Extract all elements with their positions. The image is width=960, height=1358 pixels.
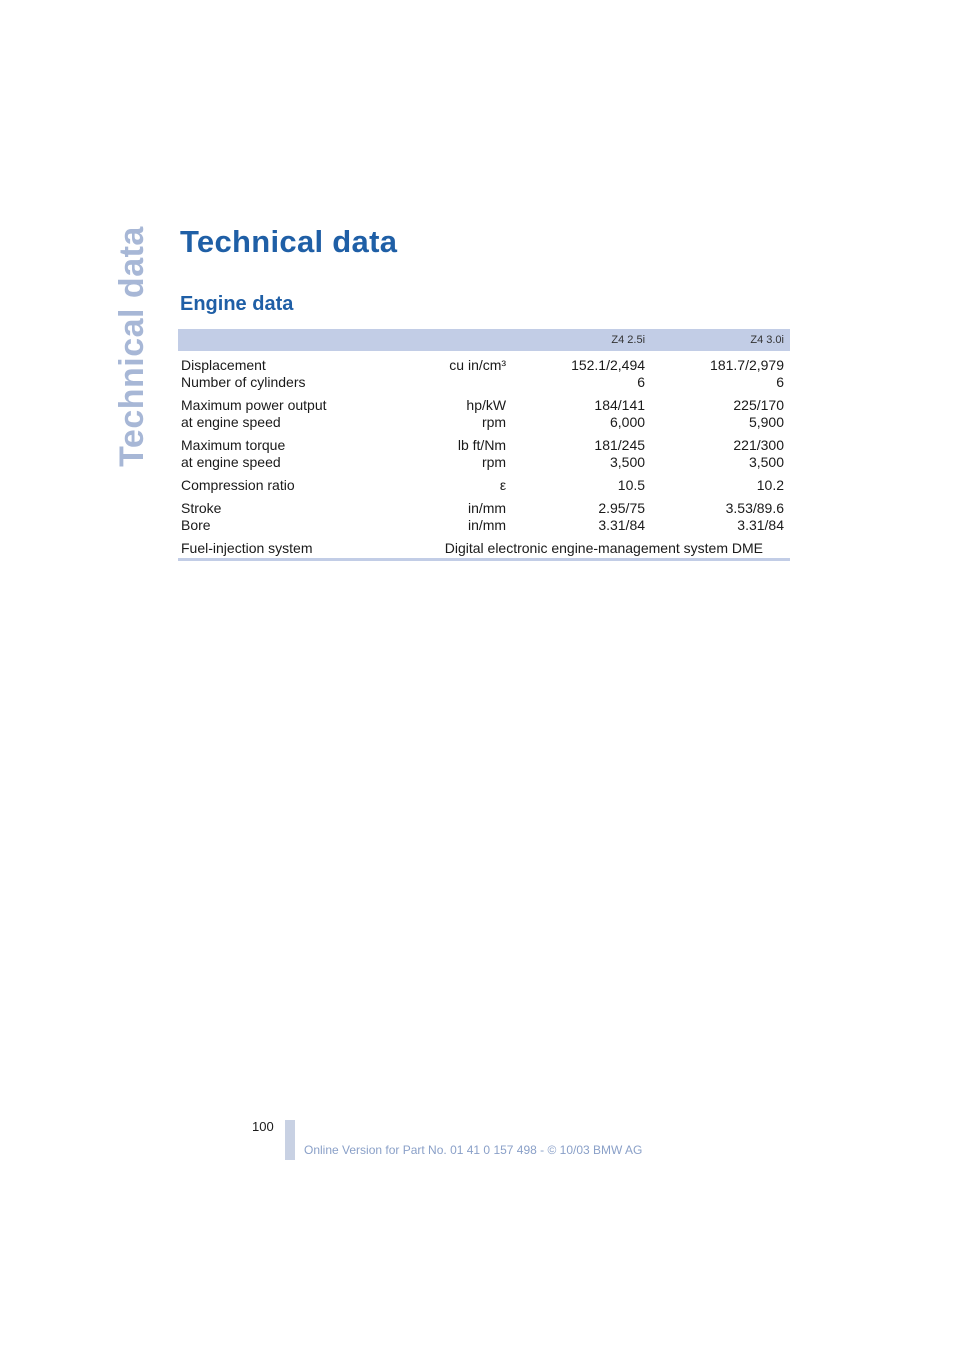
row-label: at engine speed bbox=[181, 414, 281, 430]
table-header-row bbox=[178, 329, 790, 351]
page-number: 100 bbox=[252, 1119, 274, 1134]
row-unit: hp/kW bbox=[466, 397, 507, 413]
row-unit: cu in/cm³ bbox=[449, 357, 507, 373]
header-cell bbox=[414, 329, 512, 351]
row-label: Fuel-injection system bbox=[181, 540, 313, 556]
row-value-z4-25i: 2.95/75 bbox=[598, 500, 646, 516]
row-value-z4-30i: 5,900 bbox=[748, 414, 784, 430]
row-label: Number of cylinders bbox=[181, 374, 306, 390]
table-row bbox=[178, 414, 790, 431]
row-value-z4-30i: 181.7/2,979 bbox=[710, 357, 784, 373]
row-unit: in/mm bbox=[467, 517, 507, 533]
header-cell: Z4 3.0i bbox=[651, 329, 790, 351]
row-value-z4-25i: 181/245 bbox=[594, 437, 646, 453]
table-row bbox=[178, 351, 790, 374]
table-row bbox=[178, 431, 790, 454]
row-unit: ε bbox=[499, 477, 507, 493]
row-value-z4-25i: 3.31/84 bbox=[598, 517, 646, 533]
row-value-z4-30i: 221/300 bbox=[733, 437, 784, 453]
row-unit: rpm bbox=[481, 454, 507, 470]
page-title: Technical data bbox=[180, 224, 398, 259]
row-label: Maximum power output bbox=[181, 397, 327, 413]
row-label: Displacement bbox=[181, 357, 266, 373]
engine-data-table bbox=[178, 329, 790, 563]
table-row bbox=[178, 454, 790, 471]
footer-bar bbox=[285, 1120, 295, 1160]
row-value-z4-30i: 3,500 bbox=[748, 454, 784, 470]
row-unit bbox=[414, 374, 512, 391]
section-title: Engine data bbox=[180, 293, 294, 315]
row-value-z4-25i: 184/141 bbox=[594, 397, 646, 413]
row-value-z4-30i: 3.31/84 bbox=[737, 517, 784, 533]
table-row bbox=[178, 391, 790, 414]
table-row bbox=[178, 517, 790, 534]
side-tab bbox=[112, 225, 152, 467]
table-row bbox=[178, 494, 790, 517]
table-row bbox=[178, 374, 790, 391]
row-label: Bore bbox=[181, 517, 211, 533]
row-value-z4-30i: 10.2 bbox=[756, 477, 784, 493]
row-unit: lb ft/Nm bbox=[457, 437, 507, 453]
row-label: at engine speed bbox=[181, 454, 281, 470]
header-cell: Z4 2.5i bbox=[512, 329, 651, 351]
side-tab-label: Technical data bbox=[112, 225, 151, 467]
row-value-z4-25i: 152.1/2,494 bbox=[571, 357, 646, 373]
row-label: Compression ratio bbox=[181, 477, 295, 493]
row-label: Stroke bbox=[181, 500, 222, 516]
row-unit: in/mm bbox=[467, 500, 507, 516]
row-value-z4-25i: 6 bbox=[637, 374, 646, 390]
row-value-z4-25i: 6,000 bbox=[609, 414, 646, 430]
table-row bbox=[178, 471, 790, 494]
header-cell bbox=[178, 329, 414, 351]
table-bottom-rule bbox=[178, 558, 790, 561]
row-unit: rpm bbox=[481, 414, 507, 430]
row-value-z4-30i: 6 bbox=[776, 374, 784, 390]
row-value-z4-25i: 3,500 bbox=[609, 454, 646, 470]
fuel-injection-value: Digital electronic engine-management system DME bbox=[444, 540, 763, 556]
row-label: Maximum torque bbox=[181, 437, 286, 453]
footer-text: Online Version for Part No. 01 41 0 157 498 - © 10/03 BMW AG bbox=[304, 1143, 643, 1157]
row-value-z4-30i: 225/170 bbox=[733, 397, 784, 413]
row-value-z4-30i: 3.53/89.6 bbox=[725, 500, 784, 516]
row-value-z4-25i: 10.5 bbox=[617, 477, 646, 493]
